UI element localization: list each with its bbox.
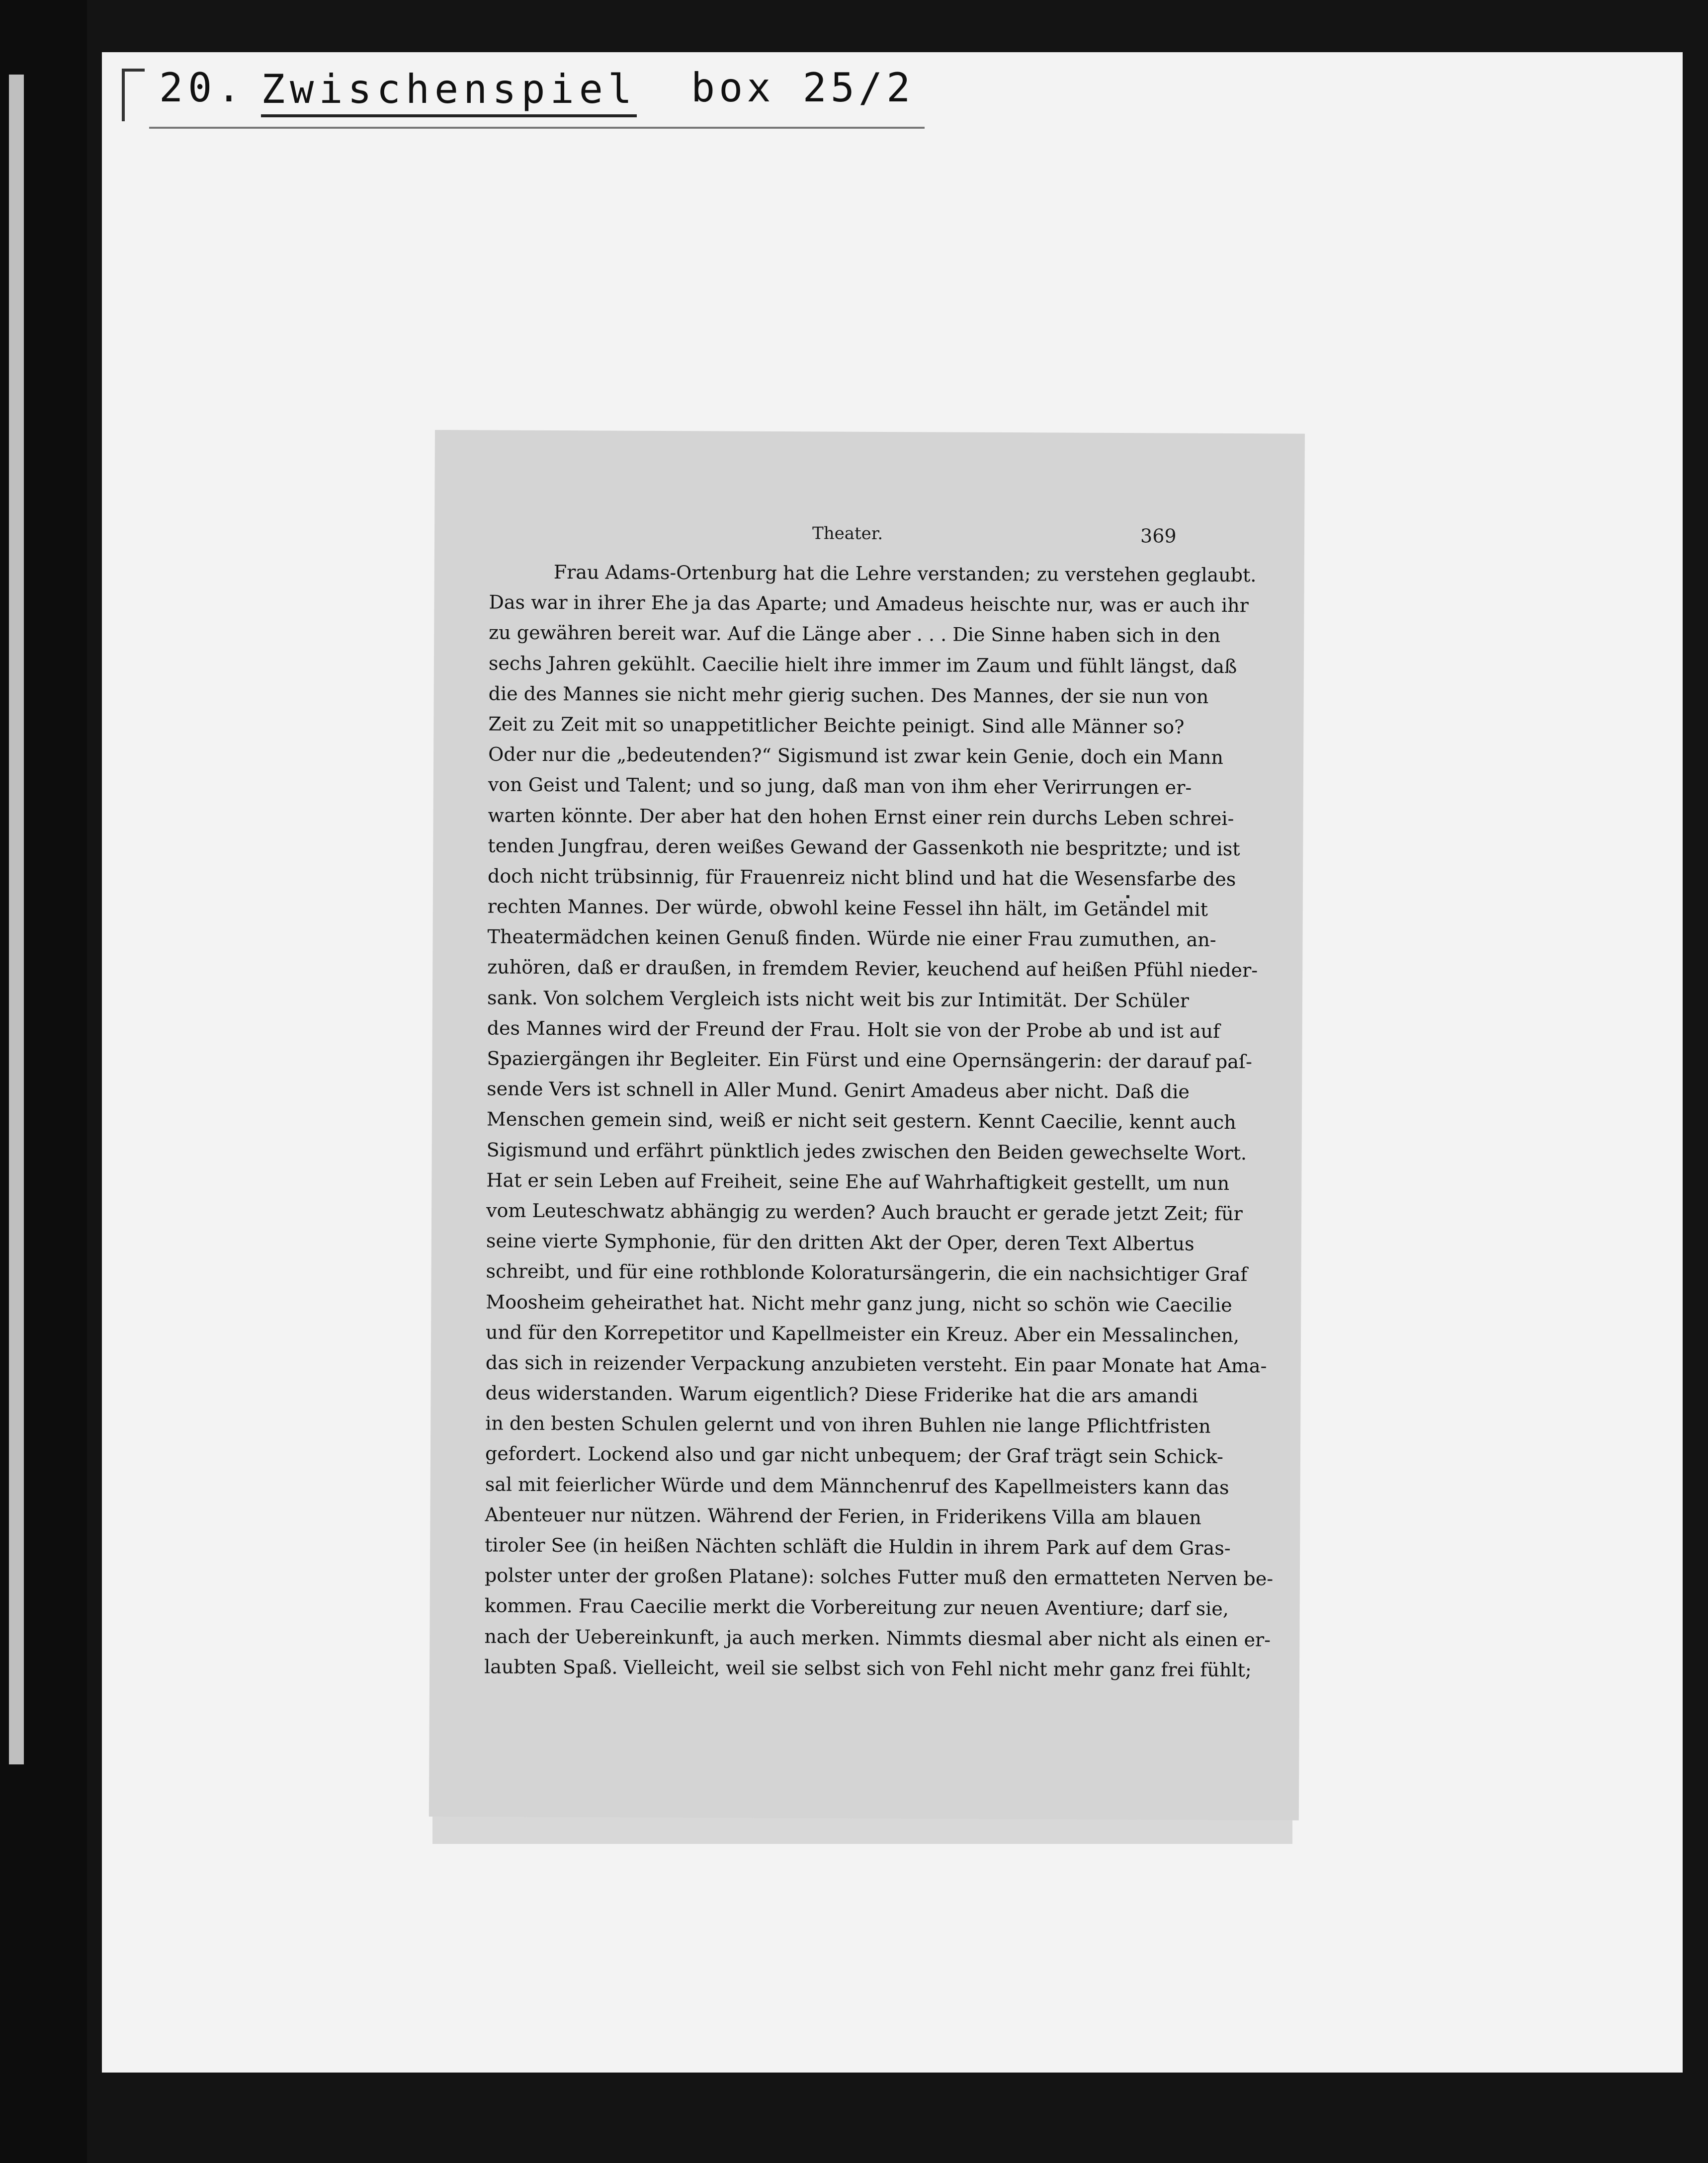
text-line: zuhören, daß er draußen, in fremdem Revier, keuchend auf heißen Pfühl nieder- [487, 956, 1258, 982]
text-line: Moosheim geheirathet hat. Nicht mehr ganz jung, nicht so schön wie Caecilie [486, 1290, 1232, 1316]
page-number: 369 [1140, 525, 1177, 547]
text-line: das sich in reizender Verpackung anzubieten versteht. Ein paar Monate hat Ama- [485, 1351, 1267, 1377]
text-line: Hat er sein Leben auf Freiheit, seine Ehe auf Wahrhaftigkeit gestellt, um nun [486, 1169, 1230, 1194]
text-line: zu gewähren bereit war. Auf die Länge aber . . . Die Sinne haben sich in den [489, 621, 1221, 647]
text-line: gefordert. Lockend also und gar nicht unbequem; der Graf trägt sein Schick- [485, 1442, 1224, 1468]
text-line: polster unter der großen Platane): solches Futter muß den ermatteten Nerven be- [484, 1564, 1274, 1590]
archive-header [124, 60, 969, 119]
article-body [484, 557, 1274, 1685]
text-line: tiroler See (in heißen Nächten schläft die Huldin in ihrem Park auf dem Gras- [485, 1534, 1231, 1560]
text-line: doch nicht trübsinnig, für Frauenreiz nicht blind und hat die Wesensfarbe des [487, 865, 1236, 890]
corner-mark [122, 69, 145, 121]
box-label: box 25/2 [691, 65, 915, 111]
running-title: Theater. [812, 523, 883, 544]
text-line: vom Leuteschwatz abhängig zu werden? Auch braucht er gerade jetzt Zeit; für [486, 1199, 1243, 1225]
text-line: von Geist und Talent; und so jung, daß man von ihm eher Verirrungen er- [488, 773, 1192, 799]
adjacent-sheet-edge [9, 75, 24, 1764]
text-line: die des Mannes sie nicht mehr gierig suchen. Des Mannes, der sie nun von [488, 682, 1209, 708]
text-line: schreibt, und für eine rothblonde Koloratursängerin, die ein nachsichtiger Graf [486, 1260, 1248, 1286]
text-line: in den besten Schulen gelernt und von ihren Buhlen nie lange Pflichtfristen [485, 1412, 1211, 1438]
text-line: rechten Mannes. Der würde, obwohl keine Fessel ihn hält, im Getändel mit [487, 895, 1208, 920]
text-line: sank. Von solchem Vergleich ists nicht weit bis zur Intimität. Der Schüler [487, 987, 1190, 1012]
text-line: Spaziergängen ihr Begleiter. Ein Fürst und eine Opernsängerin: der darauf paſ- [487, 1047, 1252, 1073]
text-line: Menschen gemein sind, weiß er nicht seit gestern. Kennt Caecilie, kennt auch [486, 1108, 1236, 1134]
text-line: Frau Adams-Ortenburg hat die Lehre verstanden; zu verstehen geglaubt. [553, 561, 1257, 586]
text-line: sende Vers ist schnell in Aller Mund. Genirt Amadeus aber nicht. Daß die [487, 1078, 1190, 1103]
folder-number: 20. [159, 65, 246, 111]
text-line: sal mit feierlicher Würde und dem Männchenruf des Kapellmeisters kann das [485, 1473, 1229, 1498]
text-line: sechs Jahren gekühlt. Caecilie hielt ihre immer im Zaum und fühlt längst, daß [488, 652, 1237, 677]
text-line: kommen. Frau Caecilie merkt die Vorbereitung zur neuen Aventiure; darf sie, [484, 1594, 1229, 1620]
folder-title: Zwischenspiel [261, 65, 637, 117]
newspaper-clipping [429, 430, 1305, 1821]
text-line: deus widerstanden. Warum eigentlich? Diese Friderike hat die ars amandi [485, 1382, 1198, 1407]
text-line: Oder nur die „bedeutenden?“ Sigismund ist zwar kein Genie, doch ein Mann [488, 743, 1223, 769]
header-rule [149, 127, 925, 129]
text-line: tenden Jungfrau, deren weißes Gewand der Gassenkoth nie bespritzte; und ist [488, 834, 1240, 860]
text-line: nach der Uebereinkunft, ja auch merken. Nimmts diesmal aber nicht als einen er- [484, 1625, 1271, 1651]
text-line: Zeit zu Zeit mit so unappetitlicher Beichte peinigt. Sind alle Männer so? [488, 713, 1185, 738]
text-line: Abenteuer nur nützen. Während der Ferien, in Friderikens Villa am blauen [485, 1503, 1201, 1529]
text-line: Sigismund und erfährt pünktlich jedes zwischen den Beiden gewechselte Wort. [486, 1139, 1247, 1164]
text-line: und für den Korrepetitor und Kapellmeister ein Kreuz. Aber ein Messalinchen, [485, 1321, 1240, 1346]
running-head [434, 522, 1304, 556]
text-line: warten könnte. Der aber hat den hohen Ernst einer rein durchs Leben schrei- [488, 804, 1234, 830]
text-line: des Mannes wird der Freund der Frau. Holt sie von der Probe ab und ist auf [487, 1017, 1220, 1042]
text-line: Theatermädchen keinen Genuß finden. Würde nie einer Frau zumuthen, an- [487, 925, 1216, 951]
text-line: seine vierte Symphonie, für den dritten Akt der Oper, deren Text Albertus [486, 1230, 1195, 1255]
text-line: Das war in ihrer Ehe ja das Aparte; und Amadeus heischte nur, was er auch ihr [489, 591, 1249, 617]
text-line: laubten Spaß. Vielleicht, weil sie selbst sich von Fehl nicht mehr ganz frei fühlt; [484, 1656, 1252, 1681]
